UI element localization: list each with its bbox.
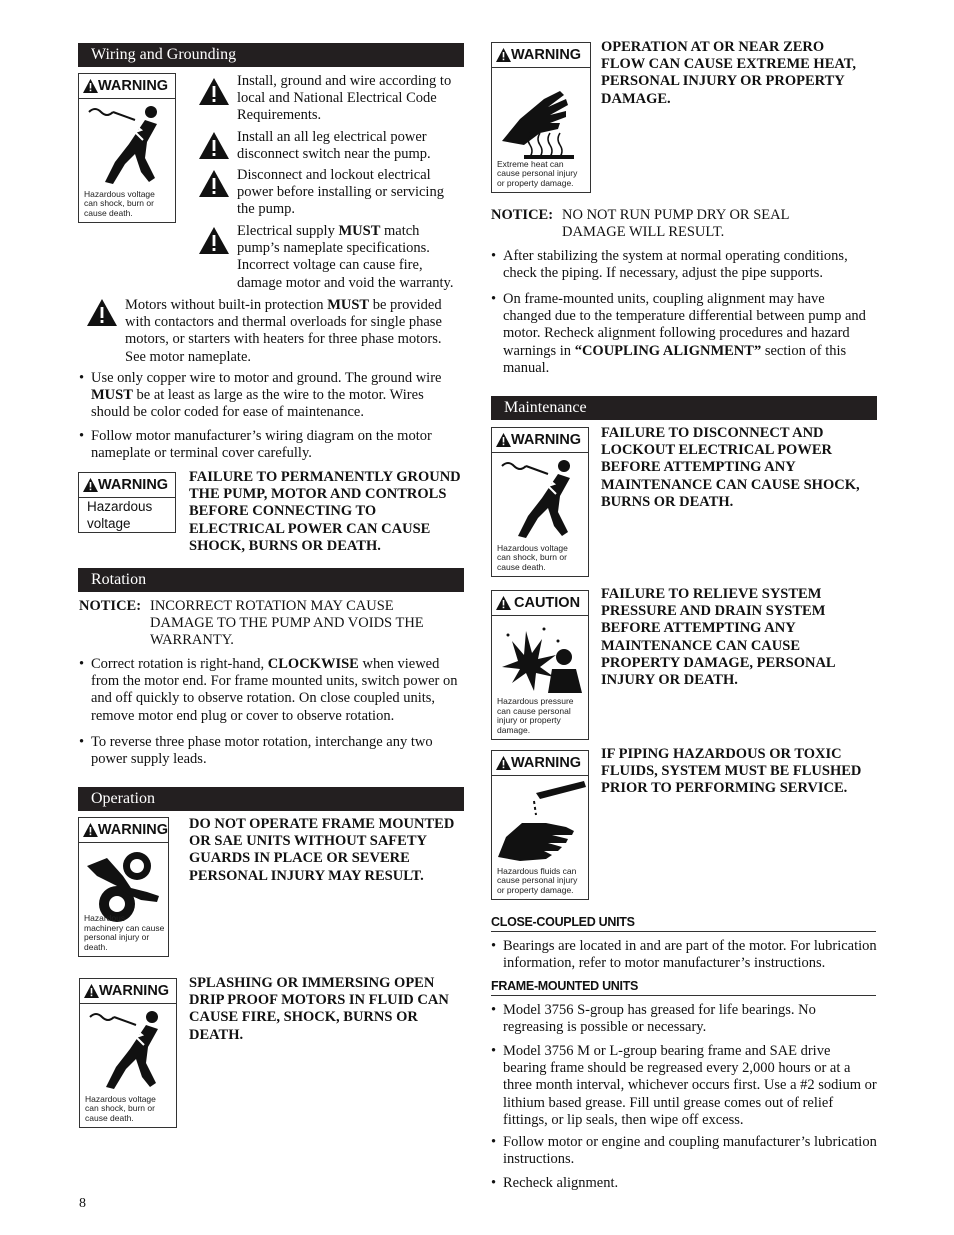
electric-shock-icon xyxy=(498,456,584,541)
section-title: Wiring and Grounding xyxy=(91,46,237,63)
warning-triangle-icon xyxy=(496,756,511,770)
warning-triangle-icon xyxy=(199,132,229,159)
warning-caption: Extreme heat can cause personal injury or property damage. xyxy=(497,158,578,188)
notice-tag: NOTICE: xyxy=(491,207,554,223)
section-title: Maintenance xyxy=(504,399,587,416)
warning-triangle-icon xyxy=(199,78,229,105)
rotation-notice-text: INCORRECT ROTATION MAY CAUSE DAMAGE TO THE PUMP AND VOIDS THE WARRANTY. xyxy=(150,598,424,649)
electric-shock-icon xyxy=(85,102,171,187)
section-header-rotation xyxy=(78,568,464,592)
warning-label-head: WARNING xyxy=(79,473,175,498)
warning-label-heat xyxy=(491,42,591,193)
operation-warning-1-text: DO NOT OPERATE FRAME MOUNTED OR SAE UNITS WITHOUT SAFETY GUARDS IN PLACE OR SEVERE PERSONAL INJURY MAY RESULT. xyxy=(189,816,455,884)
wiring-item-2: Install an all leg electrical power disconnect switch near the pump. xyxy=(237,129,431,163)
close-coupled-bullet: • Bearings are located in and are part of the motor. For lubrication information, refer to motor manufacturer’s instructions. xyxy=(491,938,877,972)
coupling-bullet: • On frame-mounted units, coupling alignment may have changed due to the temperature differential between pump and motor. Recheck alignment following procedures and hazard warnings in “COUPLING ALIGNMENT” section of this manual. xyxy=(491,291,875,377)
warning-label-fluids xyxy=(491,750,589,900)
maintenance-warning-1-text: FAILURE TO DISCONNECT AND LOCKOUT ELECTRICAL POWER BEFORE ATTEMPTING ANY MAINTENANCE CAN CAUSE SHOCK, BURNS OR DEATH. xyxy=(601,425,860,510)
warning-label-head: WARNING xyxy=(79,818,168,843)
warning-label-ground xyxy=(78,472,176,533)
rotation-bullet-1: • Correct rotation is right-hand, CLOCKWISE when viewed from the motor end. For frame mounted units, switch power on and off quickly to observe rotation. On close coupled units, remove motor end plug or cover to observe rotation. xyxy=(79,656,465,725)
warning-triangle-icon xyxy=(83,823,98,837)
warning-triangle-icon xyxy=(496,48,511,62)
maintenance-warning-2-text: IF PIPING HAZARDOUS OR TOXIC FLUIDS, SYSTEM MUST BE FLUSHED PRIOR TO PERFORMING SERVICE. xyxy=(601,746,862,797)
hot-surface-hand-icon xyxy=(500,71,584,159)
ground-warning-text: FAILURE TO PERMANENTLY GROUND THE PUMP, MOTOR AND CONTROLS BEFORE CONNECTING TO ELECTRICAL POWER CAN CAUSE SHOCK, BURNS OR DEATH. xyxy=(189,469,461,554)
motors-protection-text: Motors without built-in protection MUST be provided with contactors and thermal overloads for single phase motors, or starters with heaters for three phase motors. See motor nameplate. xyxy=(125,297,442,365)
warning-caption: Hazardous machinery can cause personal injury or death. xyxy=(84,913,165,952)
warning-caption: Hazardous fluids can cause personal injury or property damage. xyxy=(497,865,578,895)
warning-caption: Hazardous voltage can shock, burn or cause death. xyxy=(85,1093,156,1123)
warning-triangle-icon xyxy=(83,79,98,93)
warning-caption: Hazardous voltage xyxy=(87,499,153,531)
warning-triangle-icon xyxy=(496,433,511,447)
dry-run-notice-text: NO NOT RUN PUMP DRY OR SEAL DAMAGE WILL RESULT. xyxy=(562,207,789,241)
rotation-bullet-2: • To reverse three phase motor rotation, interchange any two power supply leads. xyxy=(79,734,465,768)
wiring-item-1: Install, ground and wire according to local and National Electrical Code Requirements. xyxy=(237,73,452,124)
warning-label-head: WARNING xyxy=(492,43,590,68)
warning-triangle-icon xyxy=(199,170,229,197)
warning-label-voltage-3 xyxy=(491,427,589,577)
frame-bullet-4: • Recheck alignment. xyxy=(491,1175,877,1192)
warning-caption: Hazardous voltage can shock, burn or cause death. xyxy=(84,188,155,218)
caution-word: CAUTION xyxy=(514,595,581,611)
warning-triangle-icon xyxy=(83,478,98,492)
operation-warning-2-text: SPLASHING OR IMMERSING OPEN DRIP PROOF MOTORS IN FLUID CAN CAUSE FIRE, SHOCK, BURNS OR DEATH. xyxy=(189,975,449,1043)
warning-label-voltage xyxy=(78,73,176,223)
section-header-maintenance xyxy=(491,396,877,420)
zero-flow-warning-text: OPERATION AT OR NEAR ZERO FLOW CAN CAUSE EXTREME HEAT, PERSONAL INJURY OR PROPERTY DAMAGE. xyxy=(601,39,856,107)
warning-word: WARNING xyxy=(98,78,169,94)
maintenance-caution-text: FAILURE TO RELIEVE SYSTEM PRESSURE AND DRAIN SYSTEM BEFORE ATTEMPTING ANY MAINTENANCE CAN CAUSE PROPERTY DAMAGE, PERSONAL INJURY OR DEATH. xyxy=(601,586,835,689)
wiring-item-3: Disconnect and lockout electrical power before installing or servicing the pump. xyxy=(237,167,444,218)
stabilize-bullet: • After stabilizing the system at normal operating conditions, check the piping. If necessary, adjust the pipe supports. xyxy=(491,248,875,282)
section-title: Rotation xyxy=(91,571,147,588)
caution-label-head xyxy=(492,591,588,616)
electric-shock-icon xyxy=(86,1007,172,1092)
wiring-bullet-2: • Follow motor manufacturer’s wiring diagram on the motor nameplate or terminal cover carefully. xyxy=(79,428,465,462)
warning-label-head: WARNING xyxy=(80,979,176,1004)
section-header-operation xyxy=(78,787,464,811)
warning-triangle-icon xyxy=(199,227,229,254)
warning-label-head: WARNING xyxy=(492,428,588,453)
frame-bullet-1: • Model 3756 S-group has greased for life bearings. No regreasing is possible or necessary. xyxy=(491,1002,821,1036)
section-header-wiring xyxy=(78,43,464,67)
close-coupled-heading: CLOSE-COUPLED UNITS xyxy=(491,915,876,932)
frame-mounted-heading: FRAME-MOUNTED UNITS xyxy=(491,979,876,996)
frame-bullet-3: • Follow motor or engine and coupling manufacturer’s lubrication instructions. xyxy=(491,1134,877,1168)
warning-label-head: WARNING xyxy=(492,751,588,776)
warning-caption: Hazardous voltage can shock, burn or cause death. xyxy=(497,542,568,572)
frame-bullet-2: • Model 3756 M or L-group bearing frame and SAE drive bearing frame should be regreased every 2,000 hours or at a three month interval, whichever occurs first. Use a #2 sodium or lithium based grease. Fill until grease comes out of relief fittings, or lip seals, then wipe off excess. xyxy=(491,1043,877,1129)
caution-triangle-icon xyxy=(496,596,511,610)
page-number: 8 xyxy=(79,1196,86,1211)
warning-label-voltage-2 xyxy=(79,978,177,1128)
wiring-item-4: Electrical supply MUST match pump’s nameplate specifications. Incorrect voltage can cause fire, damage motor and void the warranty. xyxy=(237,223,454,291)
warning-label-head xyxy=(79,74,175,99)
wiring-bullet-1: • Use only copper wire to motor and ground. The ground wire MUST be at least as large as the wire to the motor. Wires should be color coded for ease of maintenance. xyxy=(79,370,465,422)
warning-triangle-icon xyxy=(87,299,117,326)
caution-label-pressure xyxy=(491,590,589,740)
pressure-explosion-icon xyxy=(498,621,584,697)
caution-caption: Hazardous pressure can cause personal injury or property damage. xyxy=(497,696,574,735)
section-title: Operation xyxy=(91,790,155,807)
corrosive-fluid-hand-icon xyxy=(496,779,586,865)
warning-triangle-icon xyxy=(84,984,99,998)
notice-tag: NOTICE: xyxy=(79,598,142,614)
warning-label-machinery xyxy=(78,817,169,957)
